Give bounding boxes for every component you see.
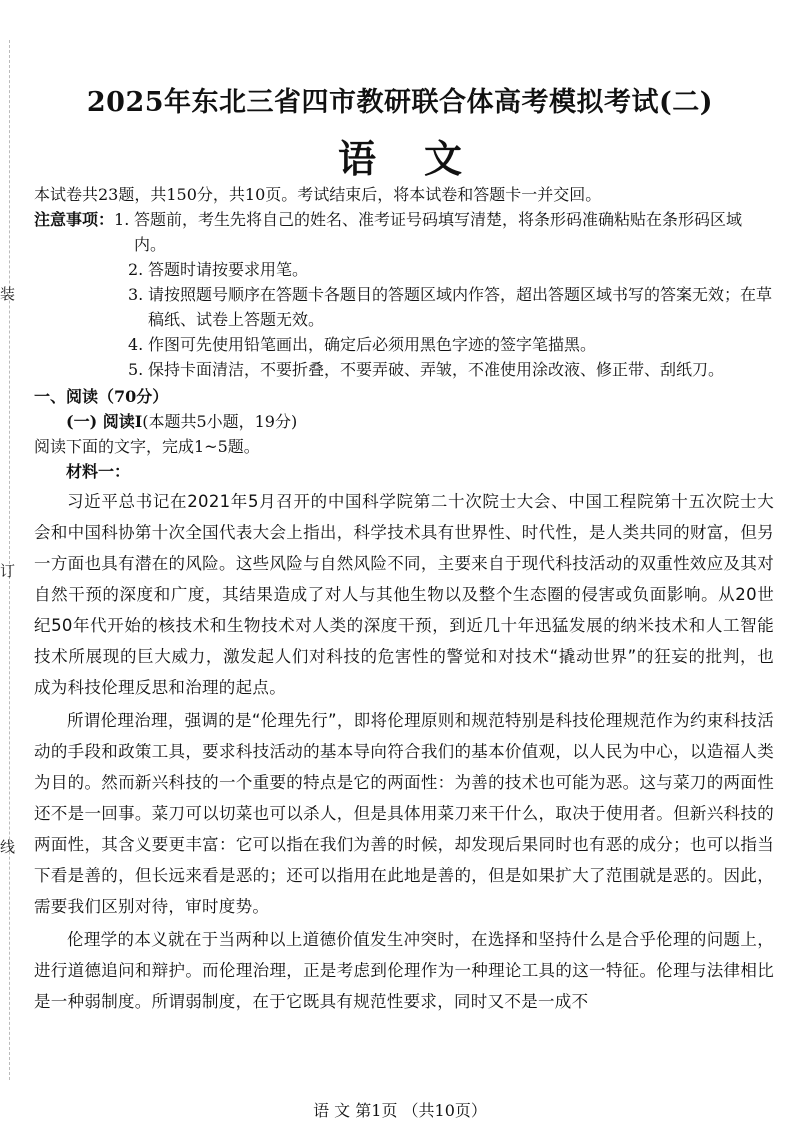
- notice-list: [114, 207, 774, 257]
- passage-paragraph: 所谓伦理治理，强调的是“伦理先行”，即将伦理原则和规范特别是科技伦理规范作为约束科技活动的手段和政策工具，要求科技活动的基本导向符合我们的基本价值观，以人民为中心，以造福人类为目的。然而新兴科技的一个重要的特点是它的两面性：为善的技术也可能为恶。这与菜刀的两面性还不是一回事。菜刀可以切菜也可以杀人，但是具体用菜刀来干什么，取决于使用者。但新兴科技的两面性，其含义要更丰富：它可以指在我们为善的时候，却发现后果同时也有恶的成分；也可以指当下看是善的，但长远来看是恶的；还可以指用在此地是善的，但是如果扩大了范围就是恶的。因此，需要我们区别对待，审时度势。: [34, 711, 774, 916]
- notice-item-number: 5.: [128, 360, 144, 379]
- material-label: 材料一：: [66, 462, 131, 481]
- notice-item-text: 答题时请按要求用笔。: [148, 260, 309, 279]
- page-footer: 语 文 第1页 （共10页）: [313, 1101, 487, 1120]
- notice-item: [128, 357, 774, 382]
- subsection-detail: (本题共5小题，19分): [142, 412, 298, 431]
- reading-instruction: 阅读下面的文字，完成1~5题。: [34, 437, 260, 456]
- passage-paragraph: 伦理学的本义就在于当两种以上道德价值发生冲突时，在选择和坚持什么是合乎伦理的问题上，进行道德追问和辩护。而伦理治理，正是考虑到伦理作为一种理论工具的这一特征。伦理与法律相比是一种弱制度。所谓弱制度，在于它既具有规范性要求，同时又不是一成不: [34, 930, 774, 1011]
- notice-item: [114, 207, 774, 257]
- exam-intro: 本试卷共23题，共150分，共10页。考试结束后，将本试卷和答题卡一并交回。: [34, 185, 602, 204]
- notice-list-continued: [128, 257, 774, 382]
- notice-item-text: 作图可先使用铅笔画出，确定后必须用黑色字迹的签字笔描黑。: [148, 335, 597, 354]
- notice-item-number: 1.: [114, 210, 130, 229]
- binding-char-zhuang: 装: [0, 285, 16, 303]
- notice-item-number: 4.: [128, 335, 144, 354]
- notice-item-text: 请按照题号顺序在答题卡各题目的答题区域内作答，超出答题区域书写的答案无效；在草稿纸、试卷上答题无效。: [148, 285, 773, 329]
- binding-char-ding: 订: [0, 562, 16, 580]
- exam-content: [34, 182, 774, 1017]
- notice-label: 注意事项：: [34, 210, 115, 229]
- notice-item: [128, 282, 774, 332]
- notice-item-number: 2.: [128, 260, 144, 279]
- exam-title: 2025年东北三省四市教研联合体高考模拟考试(二): [86, 87, 714, 118]
- notice-block: [34, 207, 774, 257]
- notice-item-text: 保持卡面清洁，不要折叠，不要弄破、弄皱，不准使用涂改液、修正带、刮纸刀。: [148, 360, 725, 379]
- binding-char-xian: 线: [0, 838, 16, 856]
- subsection-label: (一) 阅读Ⅰ: [66, 412, 143, 431]
- section-title: 一、阅读（70分）: [34, 387, 169, 406]
- notice-item: [128, 332, 774, 357]
- passage-paragraph: 习近平总书记在2021年5月召开的中国科学院第二十次院士大会、中国工程院第十五次院士大会和中国科协第十次全国代表大会上指出，科学技术具有世界性、时代性，是人类共同的财富，但另一方面也具有潜在的风险。这些风险与自然风险不同，主要来自于现代科技活动的双重性效应及其对自然干预的深度和广度，其结果造成了对人与其他生物以及整个生态圈的侵害或负面影响。从20世纪50年代开始的核技术和生物技术对人类的深度干预，到近几十年迅猛发展的纳米技术和人工智能技术所展现的巨大威力，激发起人们对科技的危害性的警觉和对技术“撬动世界”的狂妄的批判，也成为科技伦理反思和治理的起点。: [34, 492, 774, 697]
- subject-title: 语文: [337, 136, 510, 181]
- notice-item-text: 答题前，考生先将自己的姓名、准考证号码填写清楚，将条形码准确粘贴在条形码区域内。: [134, 210, 743, 254]
- subsection-heading: [66, 409, 774, 434]
- notice-item-number: 3.: [128, 285, 144, 304]
- notice-item: [128, 257, 774, 282]
